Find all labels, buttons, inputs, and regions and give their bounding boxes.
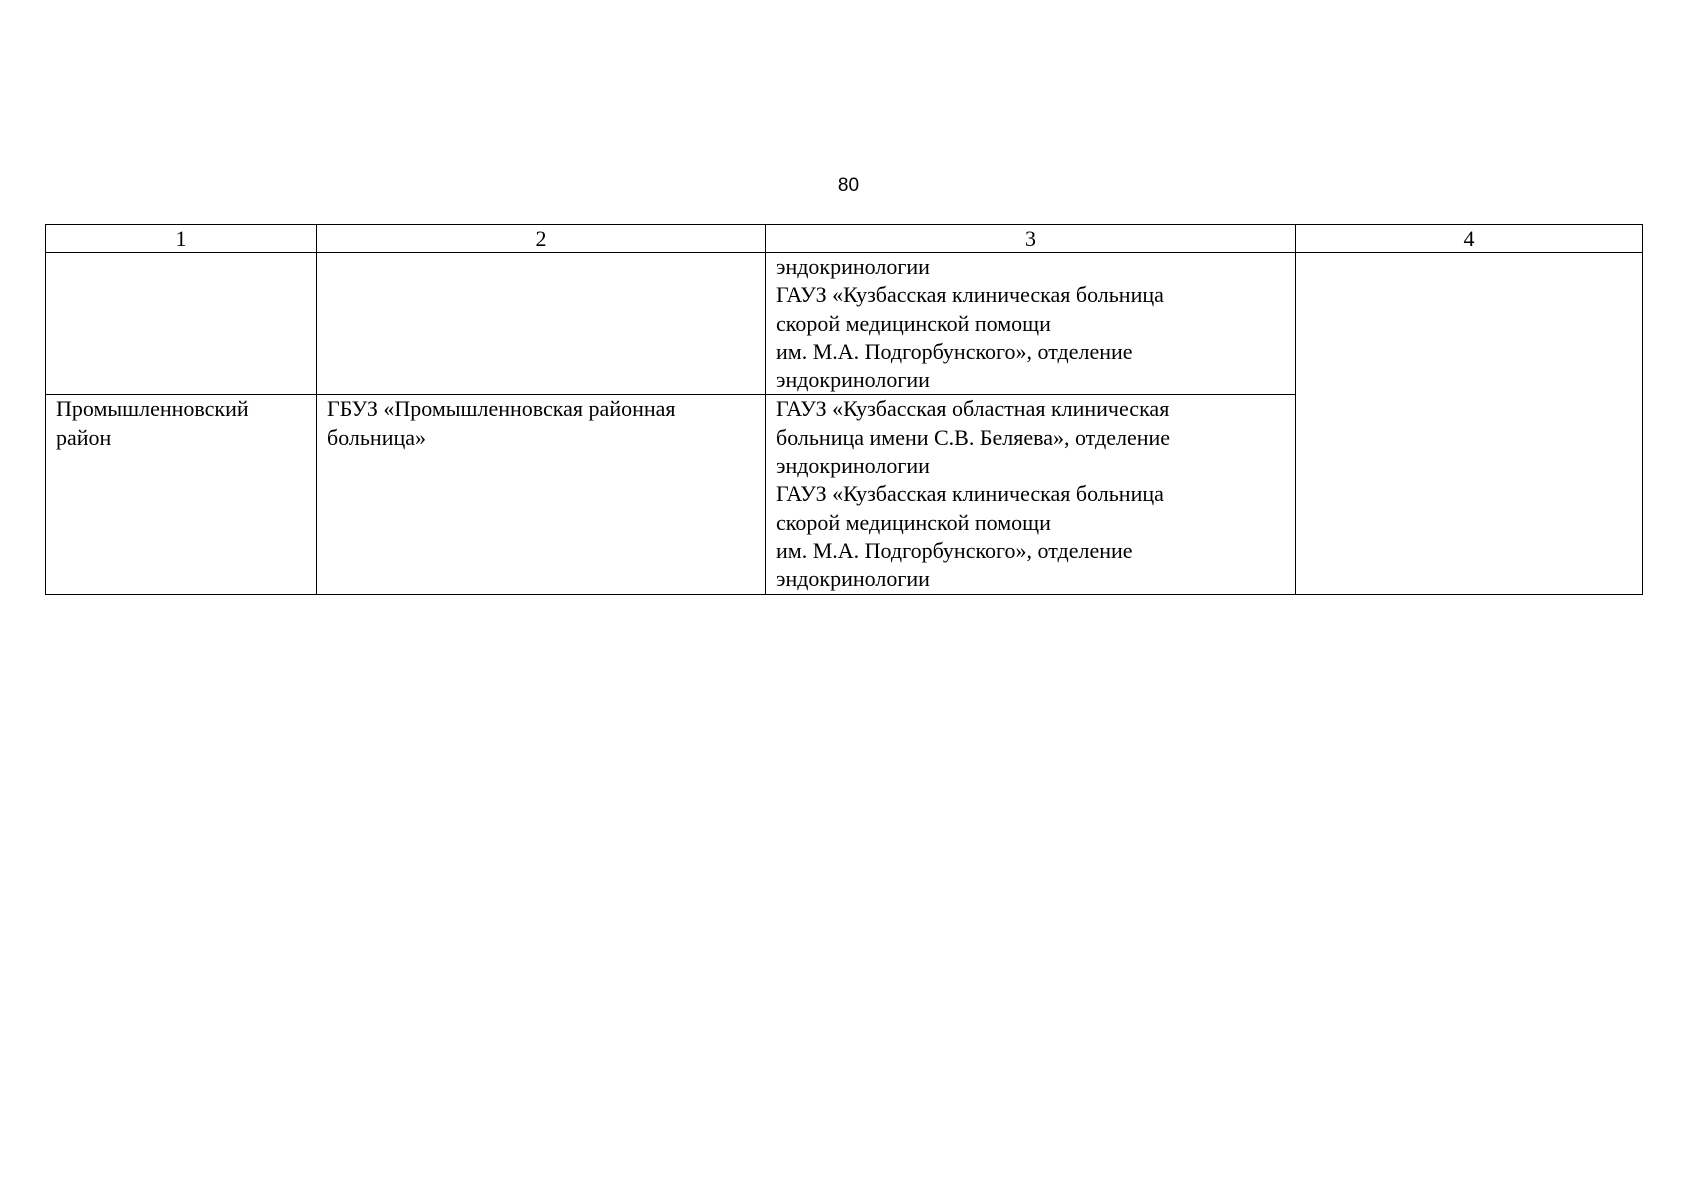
cell-text-line: район bbox=[56, 424, 112, 450]
table-header-row bbox=[46, 225, 1643, 253]
cell-notes bbox=[1296, 253, 1643, 595]
cell-text-line: больница» bbox=[327, 424, 426, 450]
cell-district bbox=[46, 395, 317, 594]
column-header-3: 3 bbox=[766, 225, 1296, 253]
cell-text-line: эндокринологии bbox=[776, 566, 930, 592]
page-number: 80 bbox=[837, 175, 860, 196]
cell-referral-facility bbox=[766, 395, 1296, 594]
cell-hospital bbox=[317, 395, 766, 594]
cell-text-line: скорой медицинской помощи bbox=[776, 310, 1051, 336]
cell-text-line: ГАУЗ «Кузбасская клиническая больница bbox=[776, 481, 1164, 507]
cell-text-line: Промышленновский bbox=[56, 396, 249, 422]
column-header-1: 1 bbox=[46, 225, 317, 253]
cell-text-line: ГБУЗ «Промышленновская районная bbox=[327, 396, 676, 422]
cell-text-line: им. М.А. Подгорбунского», отделение bbox=[776, 338, 1133, 364]
cell-text-line: эндокринологии bbox=[776, 367, 930, 393]
cell-hospital bbox=[317, 253, 766, 395]
document-table bbox=[45, 224, 1643, 595]
cell-text-line: им. М.А. Подгорбунского», отделение bbox=[776, 537, 1133, 563]
cell-district bbox=[46, 253, 317, 395]
column-header-4: 4 bbox=[1296, 225, 1643, 253]
cell-text-line: ГАУЗ «Кузбасская клиническая больница bbox=[776, 282, 1164, 308]
column-header-2: 2 bbox=[317, 225, 766, 253]
table-row bbox=[46, 253, 1643, 395]
cell-text-line: больница имени С.В. Беляева», отделение bbox=[776, 424, 1171, 450]
cell-text-line: эндокринологии bbox=[776, 254, 930, 279]
cell-text-line: скорой медицинской помощи bbox=[776, 509, 1051, 535]
cell-text-line: эндокринологии bbox=[776, 453, 930, 479]
cell-text-line: ГАУЗ «Кузбасская областная клиническая bbox=[776, 396, 1170, 422]
cell-referral-facility bbox=[766, 253, 1296, 395]
